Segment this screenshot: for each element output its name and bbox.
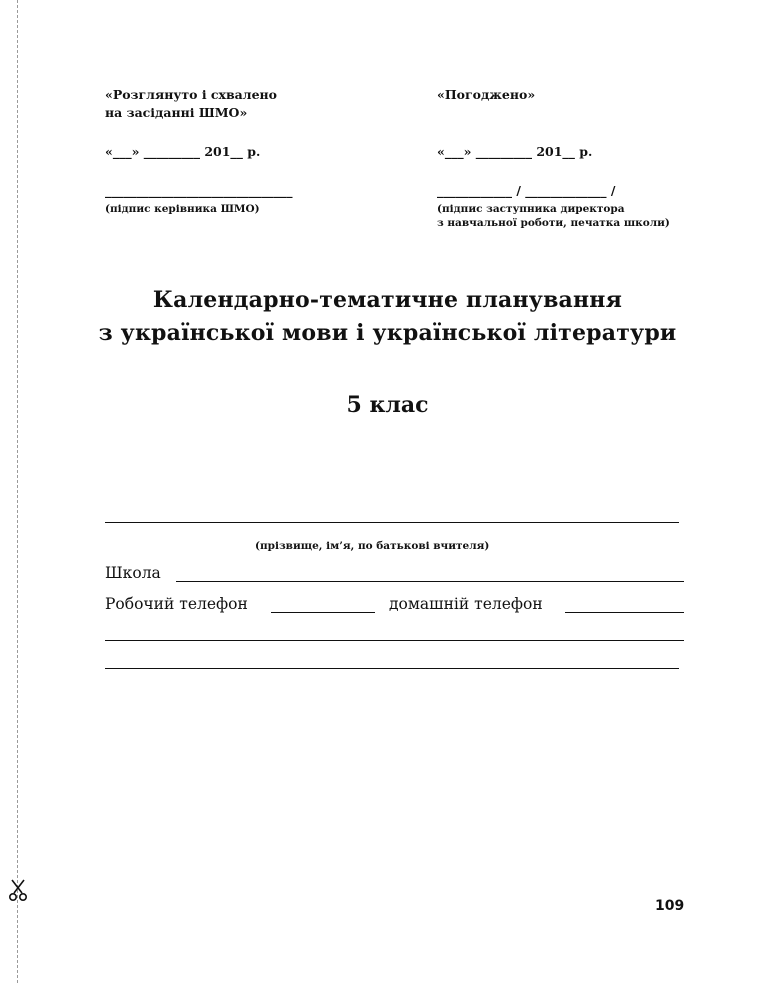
approval-left-date: «___» _________ 201__ р. — [105, 144, 261, 159]
scissors-icon — [8, 878, 28, 902]
blank-line-2 — [105, 668, 679, 669]
approval-left-signature-line: ______________________________ — [105, 183, 293, 198]
school-line — [176, 581, 684, 582]
approval-right-date: «___» _________ 201__ р. — [437, 144, 593, 159]
teacher-name-line — [105, 522, 679, 523]
school-label: Школа — [105, 564, 161, 582]
blank-line-1 — [105, 640, 684, 641]
home-phone-line — [565, 612, 684, 613]
approval-right-caption-line1: (підпис заступника директора — [437, 203, 625, 215]
approval-left-line2: на засіданні ШМО» — [105, 105, 248, 120]
approval-left-line1: «Розглянуто і схвалено — [105, 87, 278, 102]
approval-right-caption-line2: з навчальної роботи, печатка школи) — [437, 217, 670, 229]
approval-right-signature-line: ____________ / _____________ / — [437, 183, 616, 198]
title-line1: Календарно-тематичне планування — [152, 287, 623, 313]
teacher-caption: (прізвище, ім’я, по батькові вчителя) — [255, 540, 490, 552]
work-phone-line — [271, 612, 375, 613]
cut-line — [17, 0, 18, 983]
grade-label: 5 клас — [346, 392, 429, 418]
approval-right-line1: «Погоджено» — [437, 87, 536, 102]
page-number: 109 — [655, 898, 685, 914]
title-line2: з української мови і української літератури — [98, 320, 677, 346]
work-phone-label: Робочий телефон — [105, 595, 248, 613]
home-phone-label: домашній телефон — [389, 595, 543, 613]
approval-left-caption: (підпис керівника ШМО) — [105, 203, 260, 215]
